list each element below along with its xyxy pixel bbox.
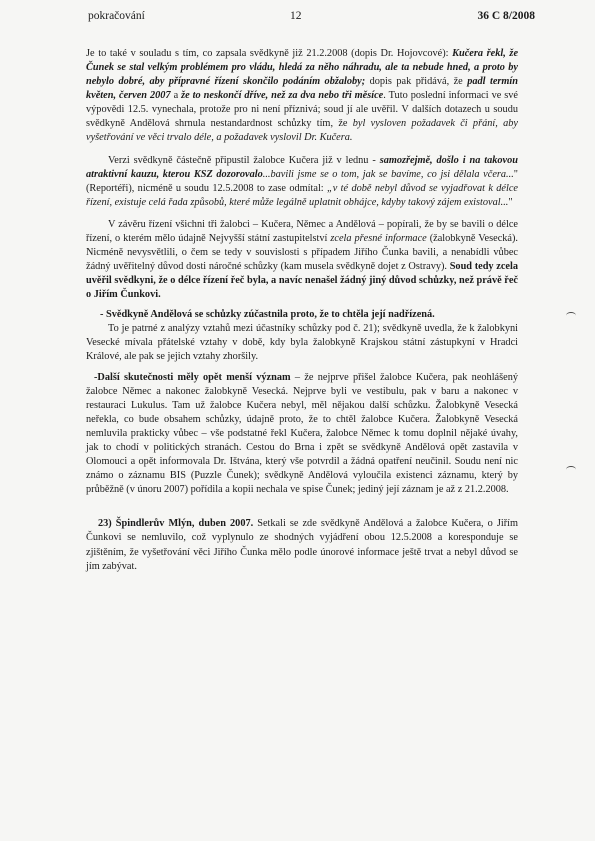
- margin-mark: [566, 466, 576, 473]
- paragraph-testimony-letter: Je to také v souladu s tím, co zapsala svědkyně již 21.2.2008 (dopis Dr. Hojovcové): Kučera řekl, že Čunek se stal velkým problémem pro vládu, hledá za něho náhradu, ale ta nebude hned, a proto by nebylo dobré, aby přípravné řízení skončilo podáním obžaloby; dopis pak přidává, že padl termín květen, červen 2007 a že to neskončí dříve, než za dva nebo tři měsíce. Tuto poslední informaci ve své výpovědi 12.5. vynechala, protože pro ni není příznivá; soud jí ale uvěřil. V dalších dotazech u soudu svědkyně Andělová shrnula nestandardnost schůzky tím, že byl vysloven požadavek či přání, aby vyšetřování ve věci trvalo déle, a požadavek vyslovil Dr. Kučera.: [86, 48, 519, 144]
- paragraph-relationships: To je patrné z analýzy vztahů mezi účastníky schůzky pod č. 21); svědkyně uvedla, že k žalobkyni Vesecké mívala přátelské vztahy v době, kdy byla žalobkyně Krajskou státní zástupkyní v Hradci Králové, ale pak se jejich vztahy zhoršily.: [86, 322, 518, 362]
- paragraph-other-facts: -Další skutečnosti měly opět menší význam – že nejprve přišel žalobce Kučera, pak neohlášený žalobce Němec a nakonec žalobkyně Vesecká. Nejprve byli ve vestibulu, pak v baru a nakonec v restauraci Lukulus. Tam už žalobce Kučera nebyl, měl nějakou další schůzku. Žalobkyně Vesecká neřekla, co bude obsahem schůzky, údajně proto, že to chtěl žalobce Kučera. Žalobkyně Vesecká nemluvila prakticky vůbec – vše podstatné řekl Kučera, žalobce Němec k tomu doplnil nějaké úvahy, jak to chodí v politických stranách. Cestou do Brna i zpět se svědkyně Andělová opět zastavila v Olomouci a opět informovala Dr. Ištvána, který vše potvrdil a žádná opatření neučinil. Soudu není nic známo o záznamu BIS (Puzzle Čunek); svědkyně Andělová vyloučila existenci záznamu, který by průběžně (v únoru 2007) pořídila a kopii nechala ve spise Čunek; jediný její záznam je až z 21.2.2008.: [86, 371, 518, 496]
- section-heading-attendance: - Svědkyně Andělová se schůzky zúčastnila proto, že to chtěla její nadřízená.: [100, 308, 435, 320]
- margin-mark: [566, 312, 576, 319]
- case-number: 36 C 8/2008: [477, 10, 535, 22]
- paragraph-conclusion: V závěru řízení všichni tři žalobci – Kučera, Němec a Andělová – popírali, že by se bavili o délce řízení, o kterém mělo údajně Nejvyšší státní zastupitelství zcela přesné informace (žalobkyně Vesecká). Nicméně nevysvětlili, o čem se tedy v souvislosti s případem Jiřího Čunka bavili, a nenabídli vůbec žádný uvěřitelný důvod dosti náročné schůzky (kam musela svědkyně dojet z Ostravy). Soud tedy zcela uvěřil svědkyni, že o délce řízení řeč byla, a navíc nenašel žádný jiný důvod schůzky, než právě řeč o Jiřím Čunkovi.: [86, 218, 518, 300]
- paragraph-spindleruv-mlyn: 23) Špindlerův Mlýn, duben 2007. Setkali se zde svědkyně Andělová a žalobce Kučera, o Jiřím Čunkovi se nemluvilo, což vyplynulo ze shodných vyjádření obou 12.5.2008 a korespondujе se zjištěním, že vyšetřování věci Jiřího Čunka mělo podle únorové informace ještě trvat a nebyl důvod se jím zabývat.: [86, 518, 519, 572]
- page-number: 12: [290, 10, 302, 22]
- document-body: [86, 47, 518, 574]
- continuation-label: pokračování: [88, 10, 145, 22]
- paragraph-plaintiff-version: Verzi svědkyně částečně připustil žalobce Kučera již v lednu - samozřejmě, došlo i na takovou atraktivní kauzu, kterou KSZ dozorovalo...bavili jsme se o tom, jak se bavíme, co jsi dělala včera..." (Reportéři), nicméně u soudu 12.5.2008 to zase odmítal: „v té době nebyl důvod se vyjadřovat k délce řízení, existuje celá řada způsobů, které může legálně uplatnit obhájce, kdyby takový zájem existoval...": [86, 155, 518, 209]
